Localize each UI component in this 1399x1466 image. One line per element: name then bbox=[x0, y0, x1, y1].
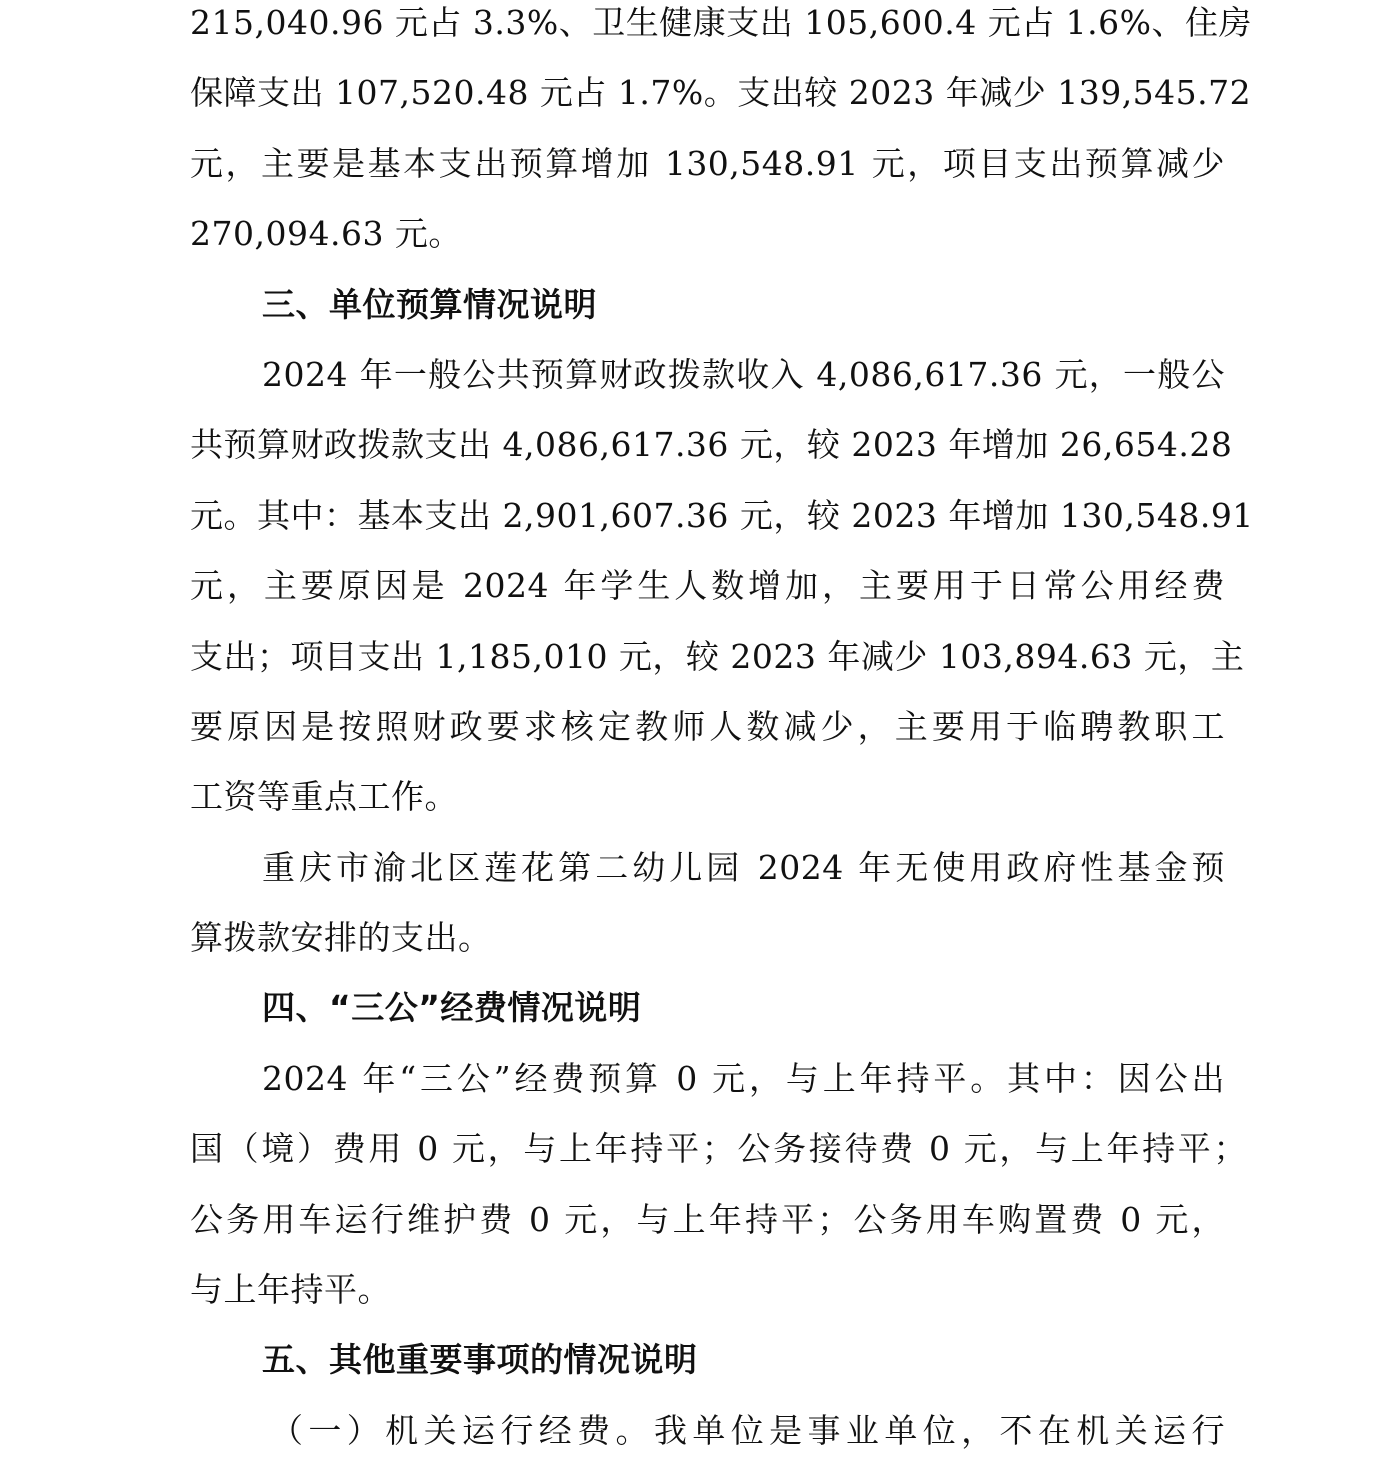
text-line: 重庆市渝北区莲花第二幼儿园 2024 年无使用政府性基金预 bbox=[262, 847, 1225, 887]
government-fund-paragraph bbox=[190, 833, 1225, 974]
text-line: 工资等重点工作。 bbox=[190, 777, 458, 817]
text-line: 算拨款安排的支出。 bbox=[190, 918, 492, 958]
text-line: 2024 年一般公共预算财政拨款收入 4,086,617.36 元，一般公 bbox=[262, 354, 1225, 394]
document-page bbox=[190, 0, 1254, 1466]
text-line: （一）机关运行经费。我单位是事业单位，不在机关运行 bbox=[270, 1410, 1225, 1450]
text-line: 共预算财政拨款支出 4,086,617.36 元，较 2023 年增加 26,654.28 bbox=[190, 425, 1233, 465]
text-line: 支出；项目支出 1,185,010 元，较 2023 年减少 103,894.63 元，主 bbox=[190, 636, 1245, 676]
text-line: 215,040.96 元占 3.3%、卫生健康支出 105,600.4 元占 1.6%、住房 bbox=[190, 3, 1253, 42]
three-public-expenses-paragraph bbox=[190, 1044, 1247, 1326]
text-line: 国（境）费用 0 元，与上年持平；公务接待费 0 元，与上年持平； bbox=[190, 1129, 1247, 1169]
text-line: 元，主要是基本支出预算增加 130,548.91 元，项目支出预算减少 bbox=[190, 143, 1225, 183]
text-line: 公务用车运行维护费 0 元，与上年持平；公务用车购置费 0 元， bbox=[190, 1199, 1225, 1239]
expenditure-paragraph bbox=[190, 0, 1253, 270]
text-line: 元。其中：基本支出 2,901,607.36 元，较 2023 年增加 130,548.91 bbox=[190, 495, 1254, 535]
text-line: 元，主要原因是 2024 年学生人数增加，主要用于日常公用经费 bbox=[190, 566, 1225, 606]
text-line: 与上年持平。 bbox=[190, 1270, 391, 1310]
unit-budget-paragraph bbox=[190, 340, 1254, 833]
text-line: 270,094.63 元。 bbox=[190, 214, 462, 254]
text-line: 2024 年“三公”经费预算 0 元，与上年持平。其中：因公出 bbox=[262, 1058, 1225, 1098]
agency-operating-expenses-paragraph bbox=[190, 1396, 1225, 1466]
section-heading-three-public-expenses: 四、“三公”经费情况说明 bbox=[262, 988, 642, 1028]
text-line: 保障支出 107,520.48 元占 1.7%。支出较 2023 年减少 139,545.72 bbox=[190, 73, 1252, 113]
section-heading-other-matters: 五、其他重要事项的情况说明 bbox=[262, 1340, 698, 1380]
text-line: 要原因是按照财政要求核定教师人数减少，主要用于临聘教职工 bbox=[190, 706, 1225, 746]
section-heading-unit-budget: 三、单位预算情况说明 bbox=[262, 284, 597, 324]
